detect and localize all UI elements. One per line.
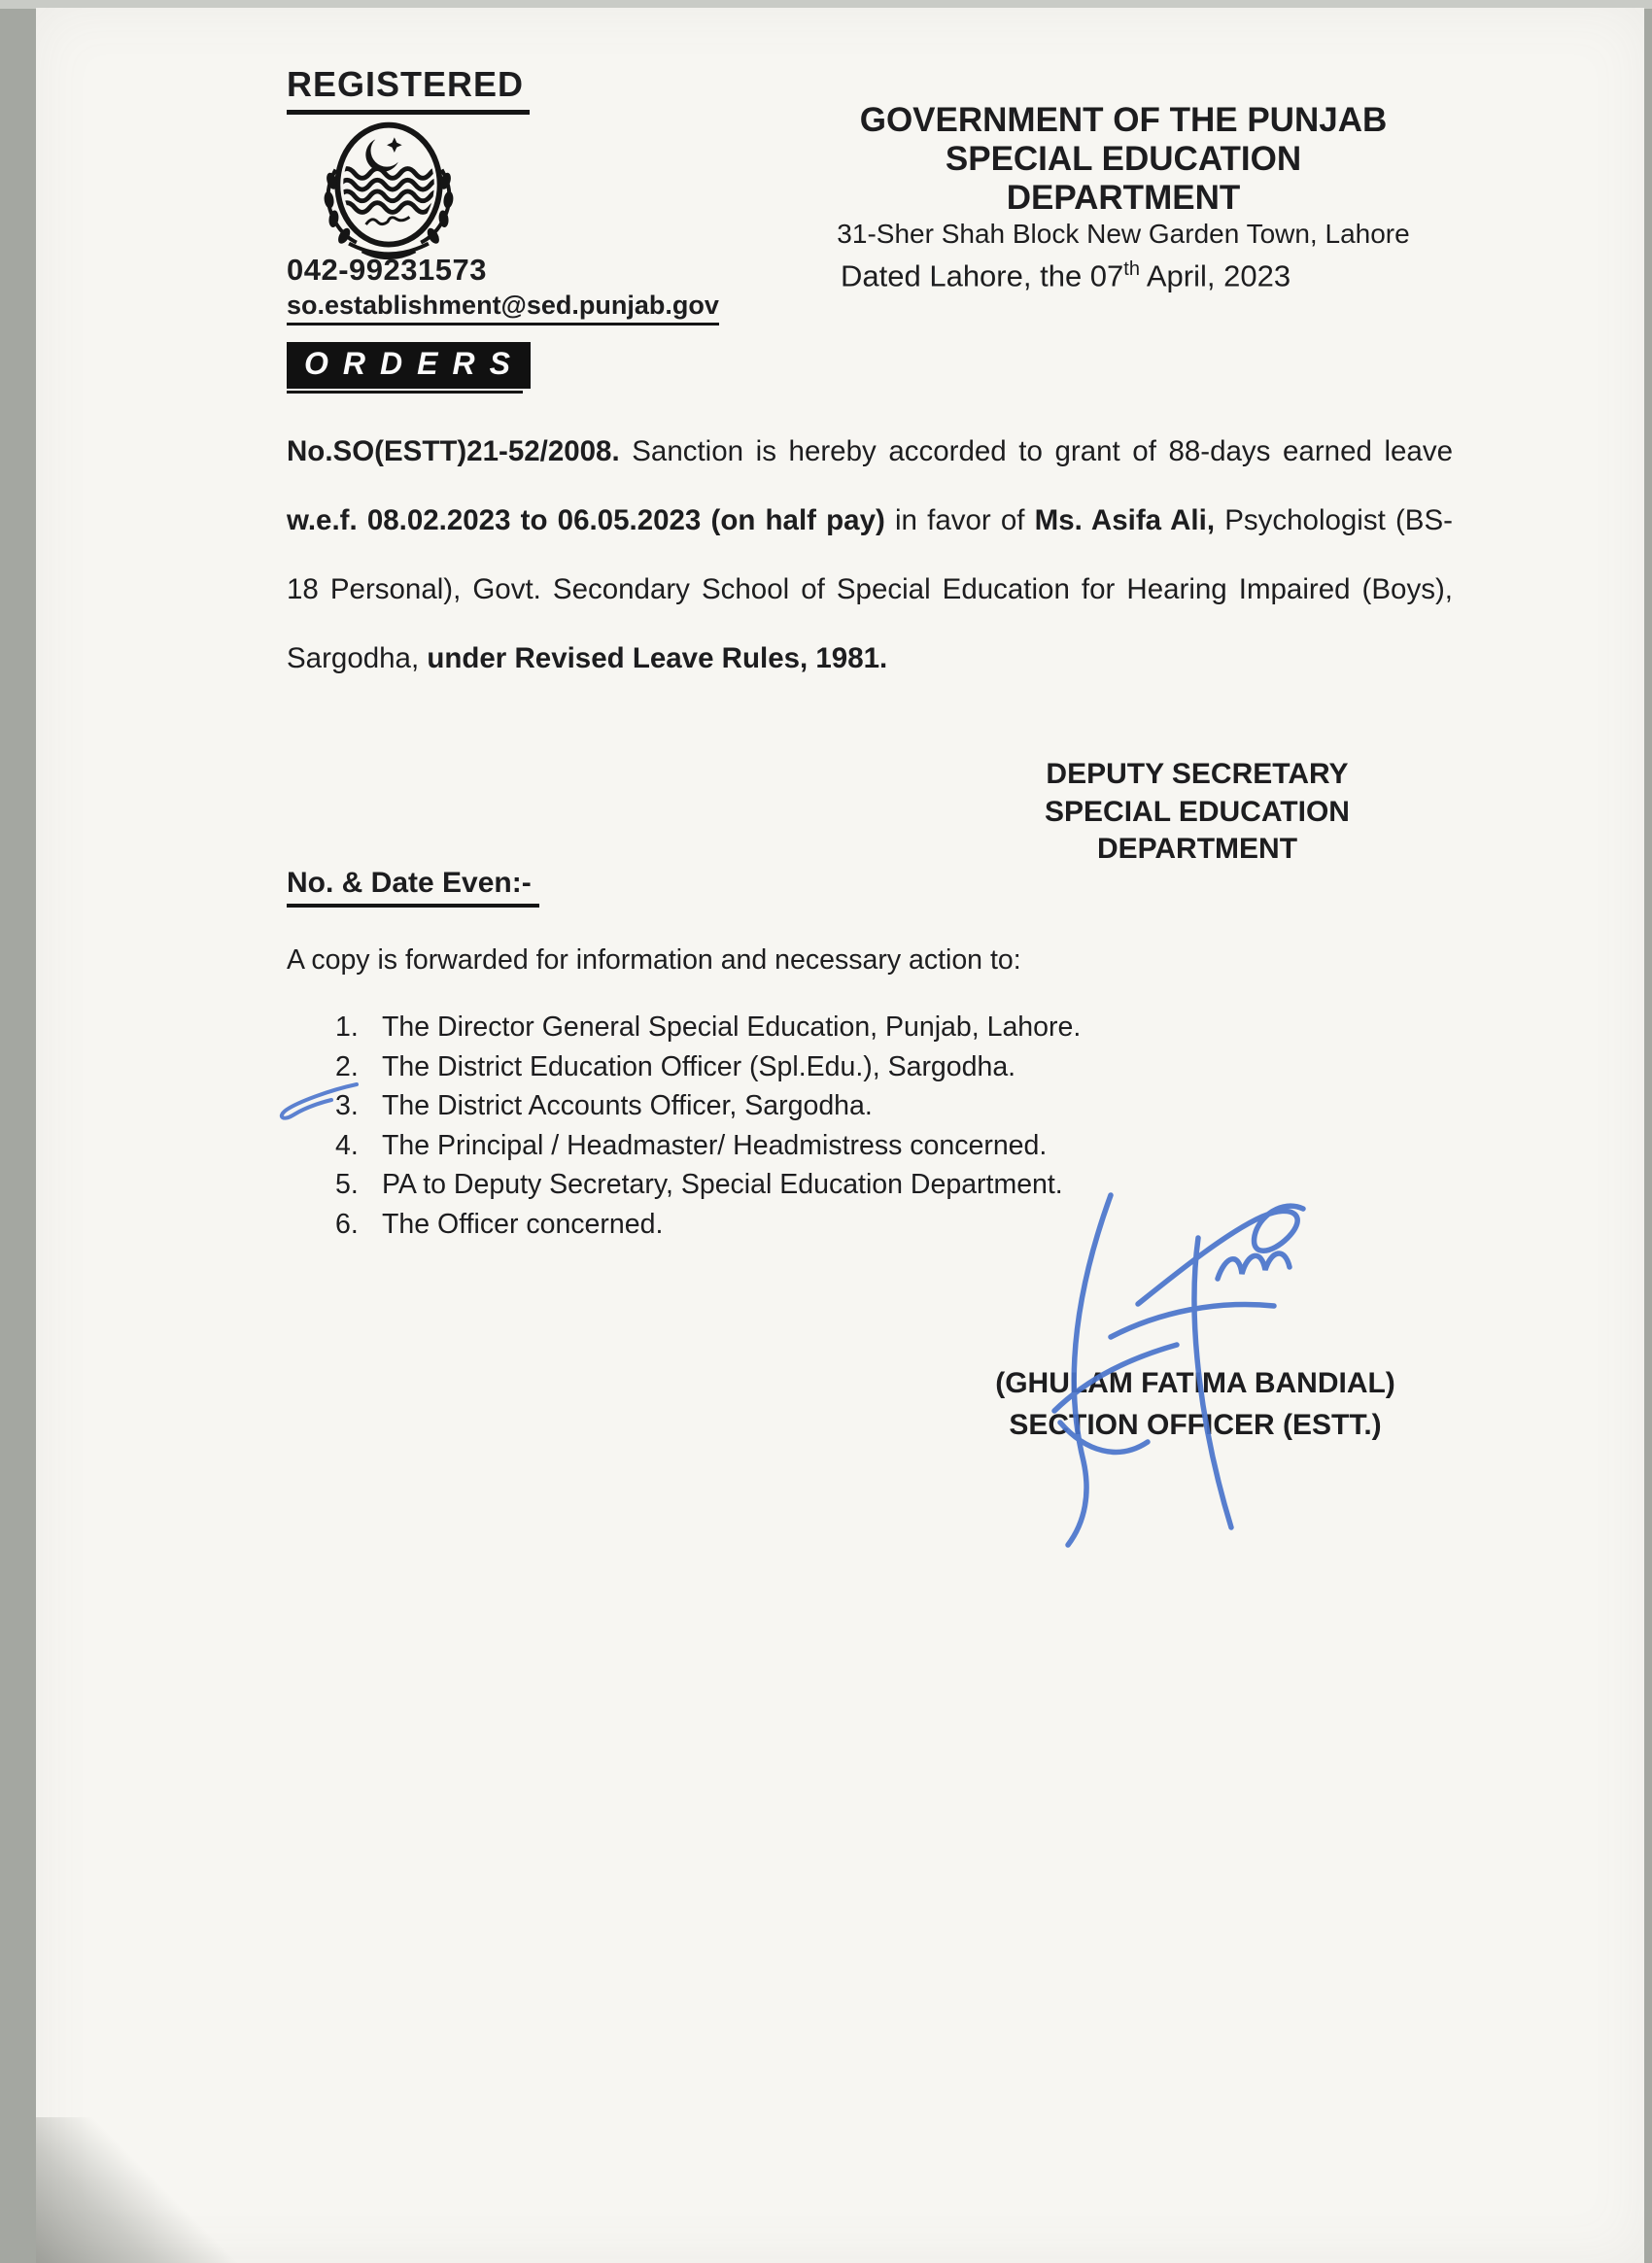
orders-underline [287,391,523,394]
authority-designation-block [1032,756,1362,869]
order-reference-number: No.SO(ESTT)21-52/2008. [287,435,620,467]
date-line [841,258,1291,293]
order-leave-period: w.e.f. 08.02.2023 to 06.05.2023 (on half pay) [287,504,885,536]
cc-item-text: The Officer concerned. [382,1208,664,1240]
cc-item-number: 3. [335,1090,359,1121]
order-officer-name: Ms. Asifa Ali, [1034,504,1216,536]
cc-item-text: The District Education Officer (Spl.Edu.), Sargodha. [382,1050,1016,1082]
orders-heading: ORDERS [287,342,531,389]
order-text-1: Sanction is hereby accorded to grant of 88-days earned leave [619,435,1453,467]
date-suffix: April, 2023 [1139,258,1291,293]
sender-phone: 042-99231573 [287,253,487,287]
sender-email: so.establishment@sed.punjab.gov [287,291,719,326]
cc-list-item-3 [335,1086,1081,1126]
copy-forwarded-intro: A copy is forwarded for information and necessary action to: [287,944,1021,976]
cc-item-text: The District Accounts Officer, Sargodha. [382,1090,873,1121]
signatory-name: (GHULAM FATIMA BANDIAL) [995,1367,1395,1399]
letterhead-department-line: SPECIAL EDUCATION DEPARTMENT [945,140,1302,217]
cc-item-number: 6. [335,1208,359,1240]
order-leave-rules: under Revised Leave Rules, 1981. [427,642,888,674]
cc-item-text: The Principal / Headmaster/ Headmistress concerned. [382,1129,1048,1161]
letterhead-address: 31-Sher Shah Block New Garden Town, Lahore [837,219,1410,249]
no-and-date-even-heading: No. & Date Even:- [287,867,539,908]
punjab-government-crest-icon [290,115,488,266]
cc-item-text: The Director General Special Education, Punjab, Lahore. [382,1011,1082,1043]
date-ordinal-superscript: th [1123,258,1140,280]
pen-tick-icon [273,1079,365,1125]
order-text-2: in favor of [884,504,1035,536]
signatory-title: SECTION OFFICER (ESTT.) [1009,1409,1382,1441]
cc-list-item-5 [335,1165,1081,1205]
scan-corner-shadow [36,2117,279,2263]
authority-line-3: DEPARTMENT [1096,833,1298,865]
cc-item-number: 4. [335,1129,359,1161]
order-paragraph [287,417,1453,693]
cc-list-item-6 [335,1205,1081,1245]
cc-item-number: 5. [335,1169,359,1200]
cc-item-number: 2. [335,1050,359,1082]
authority-line-2: SPECIAL EDUCATION [1045,795,1350,828]
date-prefix: Dated Lahore, the 07 [841,258,1124,293]
order-text-3: Psychologist (BS-18 Personal), Govt. Secondary School of Special Education for Hearing Impaired (Boys), Sargodha, [287,504,1453,674]
cc-list-item-4 [335,1126,1081,1166]
letterhead [826,101,1421,251]
authority-line-1: DEPUTY SECRETARY [1046,758,1349,790]
registered-label: REGISTERED [287,64,530,115]
letterhead-government-line: GOVERNMENT OF THE PUNJAB [859,101,1388,139]
cc-list-item-1 [335,1008,1081,1047]
cc-list-item-2 [335,1047,1081,1087]
cc-item-number: 1. [335,1011,359,1043]
cc-item-text: PA to Deputy Secretary, Special Education Department. [382,1169,1063,1200]
cc-list [335,1008,1081,1244]
handwritten-signature-icon [996,1178,1326,1557]
